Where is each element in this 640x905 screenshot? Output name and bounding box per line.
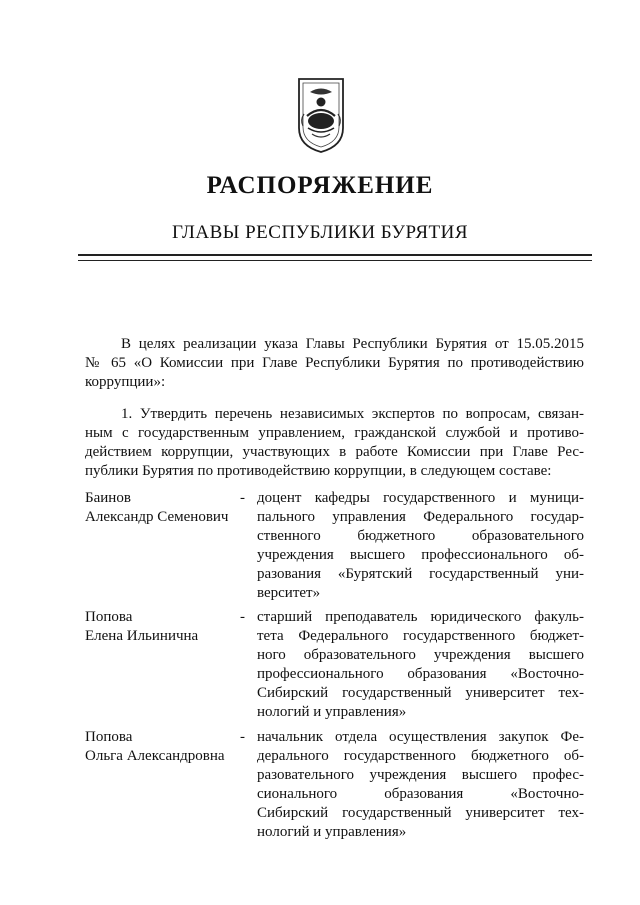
preamble-line: № 65 «О Комиссии при Главе Республики Бурятия по противодействию	[85, 355, 584, 371]
expert-name	[85, 728, 245, 766]
description-line: сионального образования «Восточно-	[257, 786, 584, 802]
description-line: пального управления Федерального государ-	[257, 509, 584, 525]
description-line: нологий и управления»	[257, 824, 407, 840]
clause-paragraph	[85, 405, 584, 481]
expert-surname: Попова	[85, 729, 133, 745]
description-line: ного образовательного учреждения высшего	[257, 647, 584, 663]
clause-line: 1. Утвердить перечень независимых экспертов по вопросам, связан-	[121, 406, 584, 422]
description-line: учреждения высшего профессионального об-	[257, 547, 584, 563]
header-divider	[78, 254, 592, 261]
expert-description	[257, 728, 584, 842]
preamble-line: коррупции»:	[85, 374, 166, 390]
description-line: тета Федерального государственного бюджет-	[257, 628, 584, 644]
description-line: разовательного учреждения высшего профес-	[257, 767, 584, 783]
description-line: профессионального образования «Восточно-	[257, 666, 584, 682]
expert-given-names: Елена Ильинична	[85, 628, 199, 644]
preamble-line: В целях реализации указа Главы Республики Бурятия от 15.05.2015	[121, 336, 584, 352]
coat-of-arms-emblem	[296, 76, 346, 154]
description-line: ственного бюджетного образовательного	[257, 528, 584, 544]
expert-surname: Попова	[85, 609, 133, 625]
entry-dash: -	[240, 609, 245, 625]
description-line: старший преподаватель юридического факуль-	[257, 609, 584, 625]
description-line: Сибирский государственный университет тех-	[257, 805, 584, 821]
expert-surname: Баинов	[85, 490, 131, 506]
document-title: РАСПОРЯЖЕНИЕ	[206, 172, 434, 199]
document-subtitle: ГЛАВЫ РЕСПУБЛИКИ БУРЯТИЯ	[171, 222, 469, 243]
expert-name	[85, 489, 245, 527]
clause-line: действием коррупции, участвующих в работе Комиссии при Главе Рес-	[85, 444, 584, 460]
clause-line: ным с государственным управлением, гражданской службой и противо-	[85, 425, 584, 441]
description-line: доцент кафедры государственного и муници-	[257, 490, 584, 506]
description-line: начальник отдела осуществления закупок Фе-	[257, 729, 584, 745]
preamble-paragraph	[85, 335, 584, 392]
description-line: верситет»	[257, 585, 321, 601]
clause-line: публики Бурятия по противодействию коррупции, в следующем составе:	[85, 463, 552, 479]
entry-dash: -	[240, 490, 245, 506]
description-line: нологий и управления»	[257, 704, 407, 720]
expert-name	[85, 608, 245, 646]
expert-description	[257, 489, 584, 603]
description-line: дерального государственного бюджетного об-	[257, 748, 584, 764]
expert-description	[257, 608, 584, 722]
entry-dash: -	[240, 729, 245, 745]
description-line: разования «Бурятский государственный уни-	[257, 566, 584, 582]
expert-given-names: Александр Семенович	[85, 509, 229, 525]
expert-given-names: Ольга Александровна	[85, 748, 225, 764]
description-line: Сибирский государственный университет тех-	[257, 685, 584, 701]
